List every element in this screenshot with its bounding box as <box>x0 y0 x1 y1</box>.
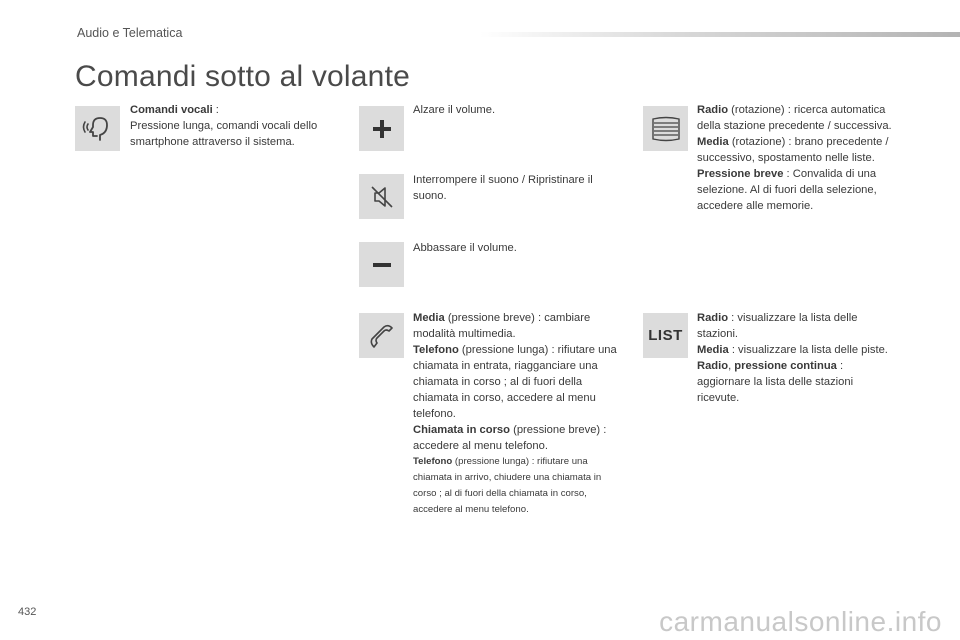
thumbwheel-text <box>697 102 907 214</box>
phone-call-text: (pressione breve) : accedere al menu telefono. <box>413 424 607 452</box>
minus-icon <box>371 254 393 276</box>
mute-icon <box>367 182 397 212</box>
list-text <box>697 310 897 406</box>
section-header: Audio e Telematica <box>77 26 183 40</box>
phone-media-text: (pressione breve) : cambiare modalità multimedia. <box>413 312 591 340</box>
voice-command-icon <box>82 113 114 145</box>
volume-up-text: Alzare il volume. <box>413 104 496 116</box>
thumbwheel-radio-label: Radio <box>697 104 729 116</box>
page-number: 432 <box>18 606 37 618</box>
thumbwheel-media-label: Media <box>697 136 729 148</box>
thumbwheel-press-label: Pressione breve <box>697 168 784 180</box>
phone-telephone-alt-label: Telefono <box>413 456 453 467</box>
thumbwheel-media-text: (rotazione) : brano precedente / successivo, spostamento nelle liste. <box>697 136 889 164</box>
voice-command-separator: : <box>212 104 219 116</box>
thumbwheel-icon <box>649 114 683 144</box>
phone-call-label: Chiamata in corso <box>413 424 510 436</box>
thumbwheel-press-text: : Convalida di una selezione. Al di fuori della selezione, accedere alle memorie. <box>697 168 877 212</box>
phone-media-label: Media <box>413 312 445 324</box>
voice-command-label: Comandi vocali <box>130 104 213 116</box>
list-radio-label: Radio <box>697 312 729 324</box>
voice-command-icon-box <box>75 106 120 151</box>
volume-down-text: Abbassare il volume. <box>413 242 517 254</box>
page-title: Comandi sotto al volante <box>75 60 410 93</box>
phone-icon <box>367 321 397 351</box>
watermark: carmanualsonline.info <box>659 606 942 637</box>
list-radio-alt-label: Radio <box>697 360 729 372</box>
list-icon-box <box>643 313 688 358</box>
list-media-text: : visualizzare la lista delle piste. <box>728 344 888 356</box>
phone-icon-box <box>359 313 404 358</box>
mute-text: Interrompere il suono / Ripristinare il suono. <box>413 174 593 202</box>
plus-icon <box>371 118 393 140</box>
header-divider <box>480 32 960 37</box>
phone-telephone-alt-text: (pressione lunga) : rifiutare una chiamata in arrivo, chiudere una chiamata in corso ; al di fuori della chiamata in corso, accedere al menu telefono. <box>413 456 602 515</box>
phone-telephone-text: (pressione lunga) : rifiutare una chiamata in entrata, riagganciare una chiamata in corso ; al di fuori della chiamata in corso, accedere al menu telefono. <box>413 344 617 420</box>
list-continuous-text: : aggiornare la lista delle stazioni ricevute. <box>697 360 854 404</box>
list-radio-text: : visualizzare la lista delle stazioni. <box>697 312 858 340</box>
list-continuous-label: pressione continua <box>734 360 837 372</box>
volume-down-icon-box <box>359 242 404 287</box>
list-icon: LIST <box>648 327 683 344</box>
voice-command-description: Pressione lunga, comandi vocali dello smartphone attraverso il sistema. <box>130 120 318 148</box>
volume-up-icon-box <box>359 106 404 151</box>
voice-command-text <box>130 102 330 150</box>
list-comma: , <box>728 360 735 372</box>
phone-telephone-label: Telefono <box>413 344 459 356</box>
list-media-label: Media <box>697 344 729 356</box>
thumbwheel-icon-box <box>643 106 688 151</box>
phone-text <box>413 310 623 518</box>
thumbwheel-radio-text: (rotazione) : ricerca automatica della stazione precedente / successiva. <box>697 104 892 132</box>
mute-icon-box <box>359 174 404 219</box>
